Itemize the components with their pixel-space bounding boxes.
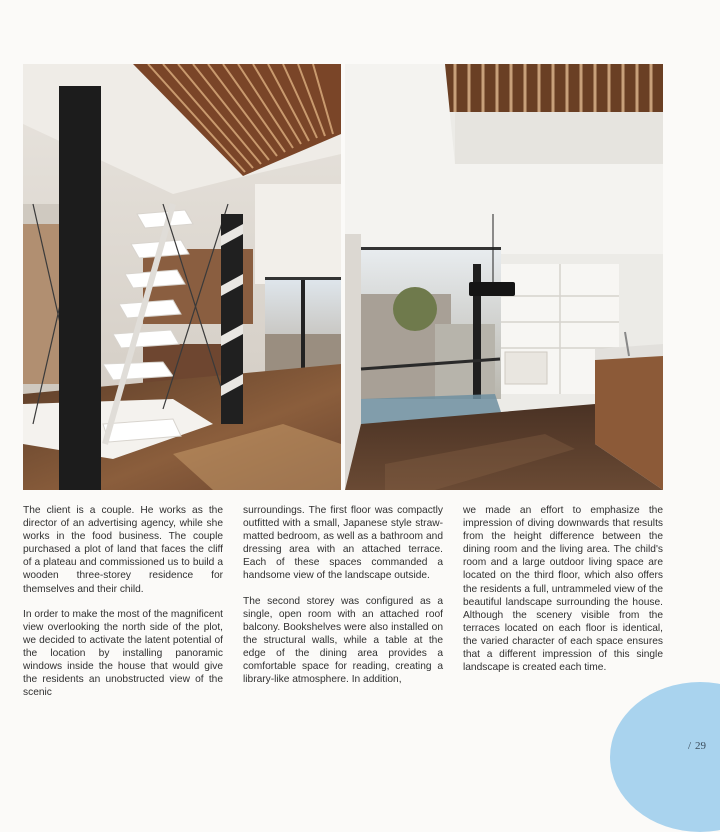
text-column-2: [243, 504, 443, 698]
paragraph: we made an effort to emphasize the impression of diving downwards that results from the height difference between the dining room and the living area. The child's room and a large outdoor living space are located on the third floor, which also offers the residents a full, untrammeled view of the beautiful landscape surrounding the house. Although the scenery visible from the terraces located on each floor is identical, the varied character of each space ensures that a different impression of this single landscape is created each time.: [463, 505, 663, 674]
paragraph: The client is a couple. He works as the director of an advertising agency, while she works in the food business. The couple purchased a plot of land that faces the cliff of a plateau and commissioned us to build a wooden three-storey residence for themselves and their child.: [23, 505, 223, 595]
paragraph: In order to make the most of the magnificent view overlooking the north side of the plot, we decided to activate the latent potential of the location by installing panoramic windows inside the house that would give the residents an unobstructed view of the scenic: [23, 608, 223, 699]
page-number: [688, 740, 706, 752]
text-column-3: [463, 504, 663, 686]
corner-accent-circle: [610, 682, 720, 832]
page-number-value: 29: [695, 740, 706, 752]
photo-stairwell: [23, 64, 341, 490]
paragraph: The second storey was configured as a single, open room with an attached roof balcony. Bookshelves were also installed on the structural walls, while a table at the edge of the dining area provides a comfortable space for reading, creating a library-like atmosphere. In addition,: [243, 595, 443, 686]
paragraph: surroundings. The first floor was compactly outfitted with a small, Japanese style straw-matted bedroom, as well as a bathroom and dressing area with an attached terrace. Each of these spaces commanded a handsome view of the landscape outside.: [243, 505, 443, 582]
text-column-1: [23, 504, 223, 711]
page-number-slash: /: [687, 740, 691, 752]
photo-living-room: [345, 64, 663, 490]
